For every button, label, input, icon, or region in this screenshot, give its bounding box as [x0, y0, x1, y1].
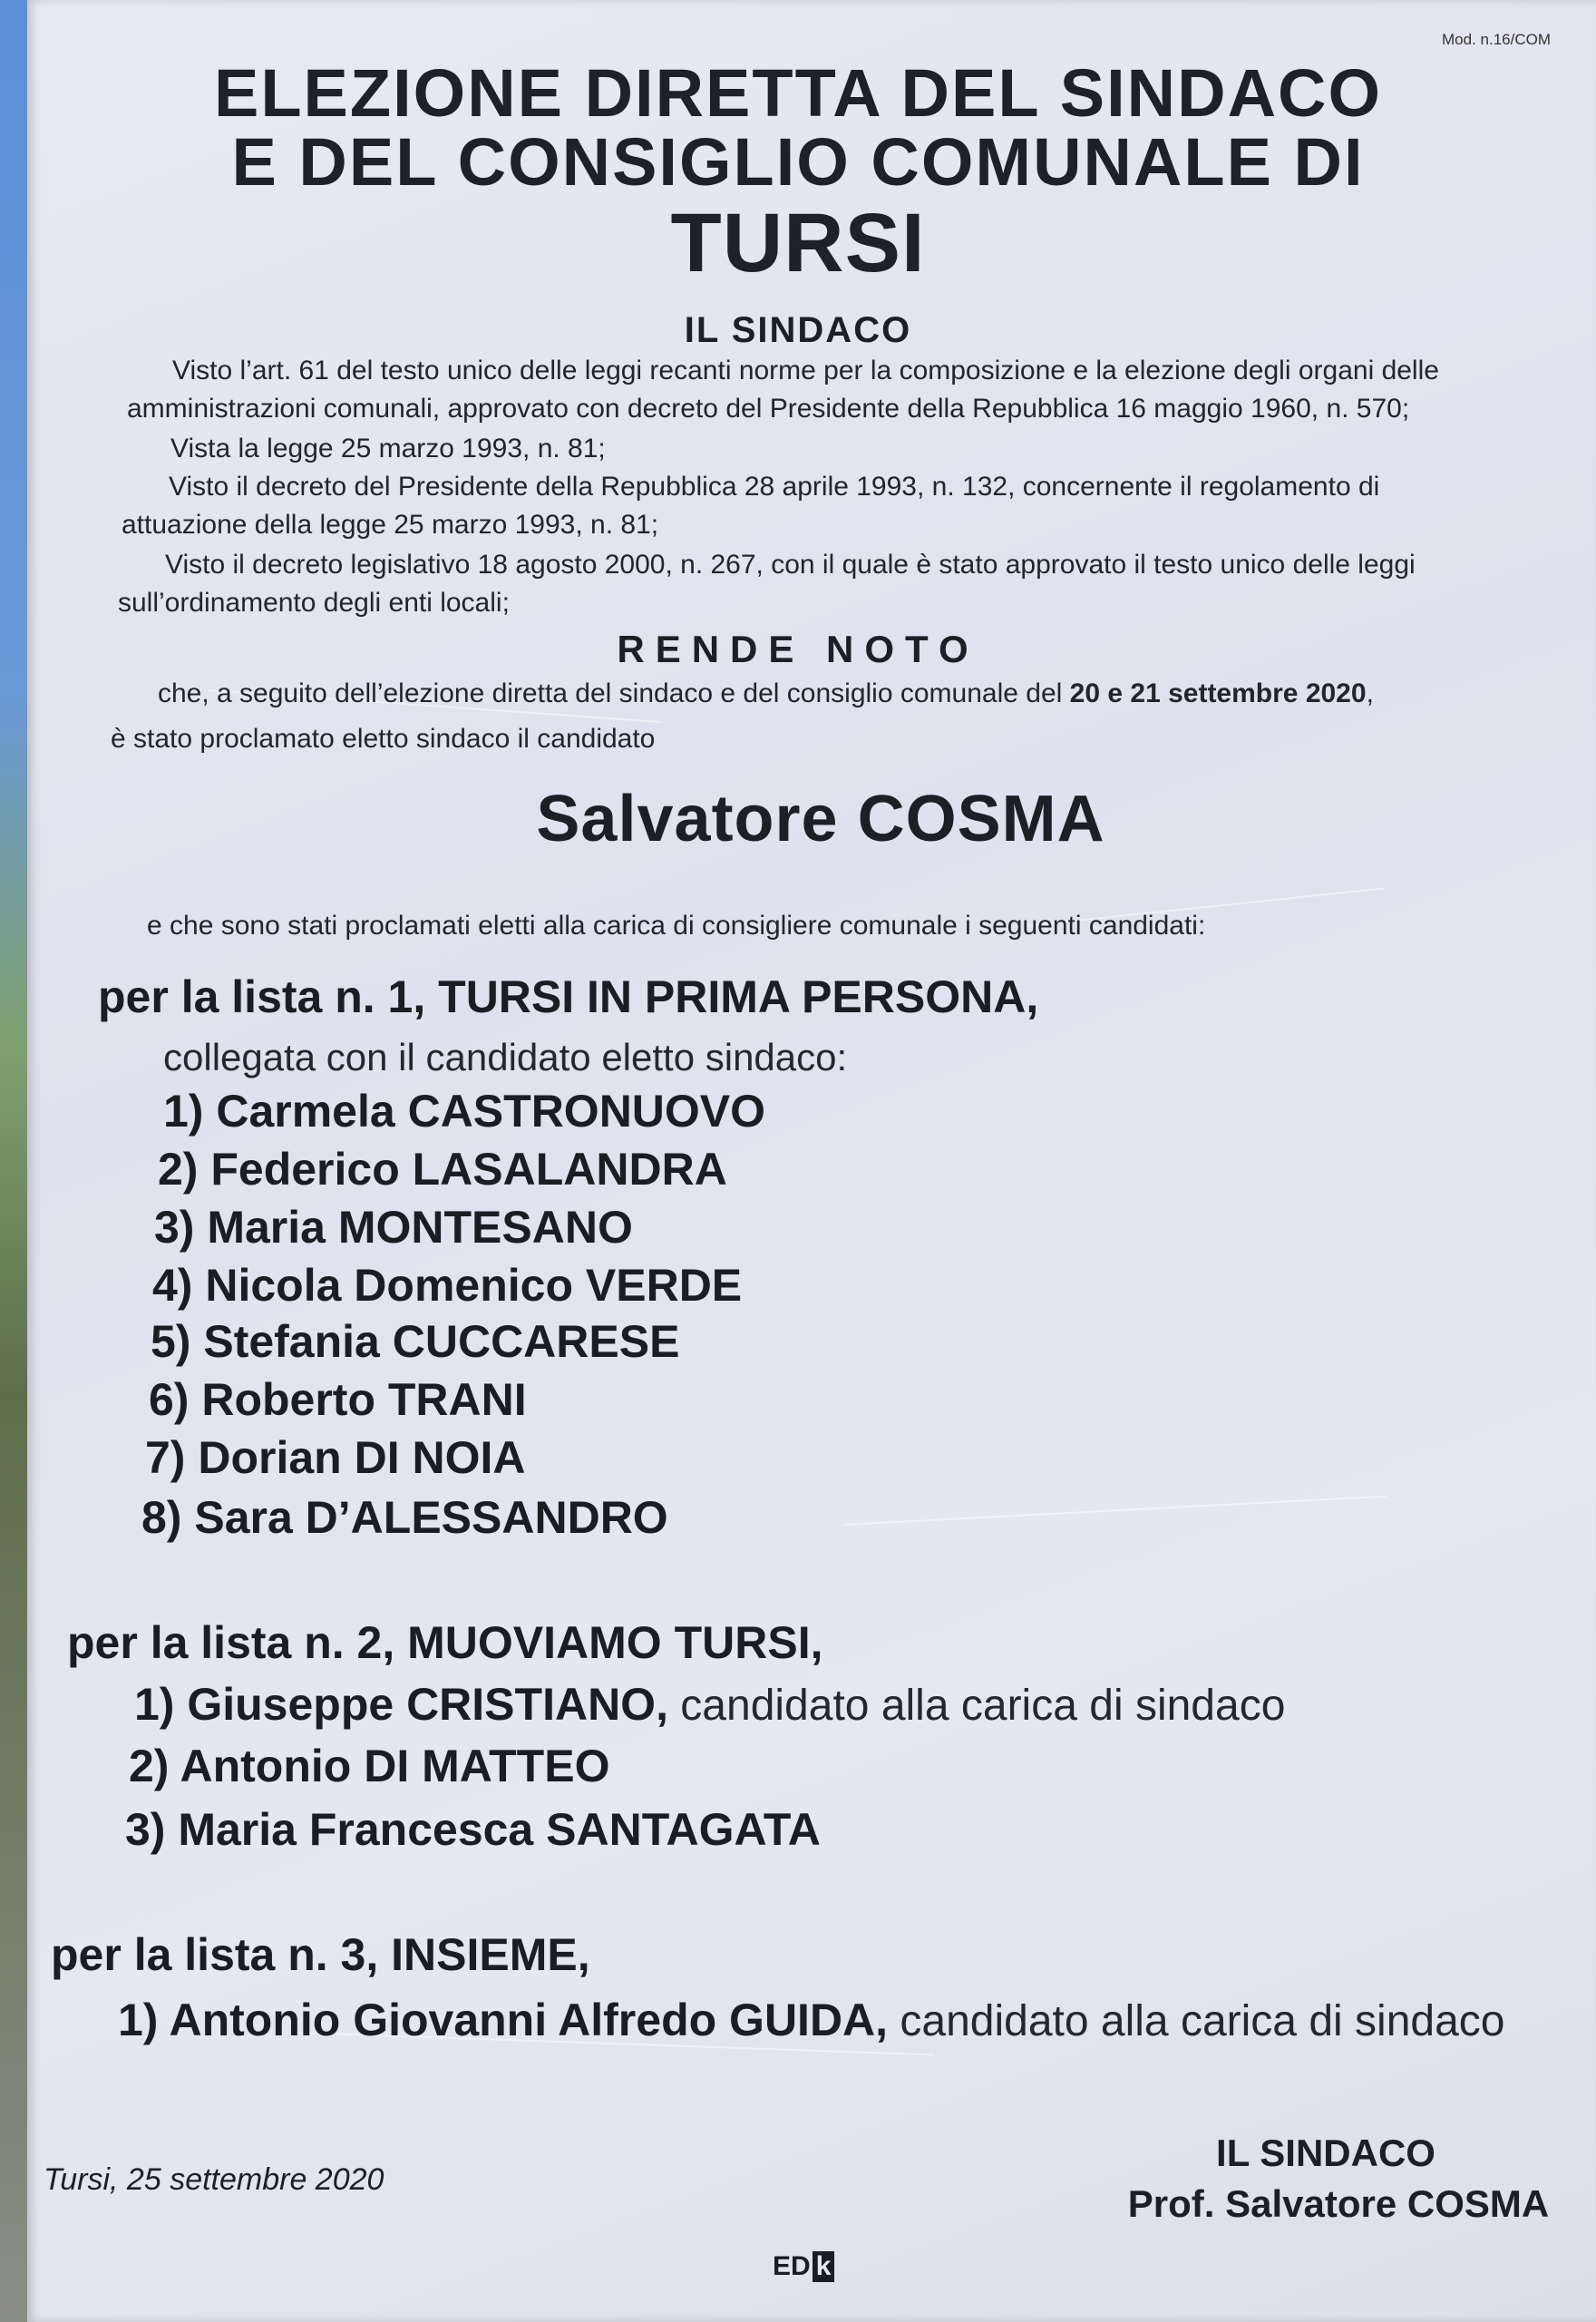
list-heading: per la lista n. 2, MUOVIAMO TURSI,	[67, 1617, 823, 1668]
town-name: TURSI	[670, 197, 926, 289]
announcement-line-2: è stato proclamato eletto sindaco il candidato	[111, 724, 656, 754]
preamble-line: attuazione della legge 25 marzo 1993, n. 81;	[122, 510, 659, 540]
signature-name: Prof. Salvatore COSMA	[1127, 2182, 1550, 2225]
councillor-note: candidato alla carica di sindaco	[667, 1682, 1286, 1730]
announcement-line-1	[158, 678, 1374, 709]
list-heading: per la lista n. 1, TURSI IN PRIMA PERSONA,	[98, 971, 1039, 1022]
councillors-intro: e che sono stati proclamati eletti alla carica di consigliere comunale i seguenti candidati:	[147, 911, 1206, 941]
councillor-entry	[118, 1994, 1504, 2046]
councillor-entry: 4) Nicola Domenico VERDE	[152, 1260, 743, 1311]
title-line-2: E DEL CONSIGLIO COMUNALE DI	[231, 124, 1365, 200]
printer-logo-text: ED	[773, 2251, 811, 2281]
councillor-entry: 5) Stefania CUCCARESE	[151, 1316, 680, 1367]
announcement-prefix: che, a seguito dell’elezione diretta del sindaco e del consiglio comunale del	[158, 678, 1070, 708]
councillor-entry: 3) Maria Francesca SANTAGATA	[125, 1804, 821, 1855]
preamble-line: Visto l’art. 61 del testo unico delle leggi recanti norme per la composizione e la elezione degli organi delle	[172, 356, 1439, 385]
councillor-entry: 2) Federico LASALANDRA	[158, 1144, 727, 1195]
preamble-line: Visto il decreto legislativo 18 agosto 2000, n. 267, con il quale è stato approvato il testo unico delle leggi	[165, 550, 1416, 580]
printer-logo-box: k	[813, 2251, 835, 2282]
preamble-line: amministrazioni comunali, approvato con decreto del Presidente della Repubblica 16 maggio 1960, n. 570;	[127, 394, 1410, 424]
councillor-name: 1) Giuseppe CRISTIANO,	[134, 1679, 668, 1730]
councillor-entry: 7) Dorian DI NOIA	[145, 1432, 526, 1483]
title-line-1: ELEZIONE DIRETTA DEL SINDACO	[213, 55, 1383, 131]
councillor-entry: 1) Carmela CASTRONUOVO	[163, 1086, 766, 1137]
preamble-line: Vista la legge 25 marzo 1993, n. 81;	[170, 434, 606, 463]
elected-mayor-name: Salvatore COSMA	[536, 783, 1105, 855]
preamble-line: sull’ordinamento degli enti locali;	[118, 588, 510, 618]
announcement-suffix: ,	[1366, 678, 1374, 708]
preamble-line: Visto il decreto del Presidente della Repubblica 28 aprile 1993, n. 132, concernente il regolamento di	[169, 472, 1380, 502]
signature-title: IL SINDACO	[1216, 2132, 1435, 2174]
councillor-entry: 8) Sara D’ALESSANDRO	[141, 1492, 668, 1543]
councillor-entry	[134, 1678, 1285, 1731]
councillor-entry: 6) Roberto TRANI	[149, 1374, 527, 1425]
rende-noto-heading: RENDE NOTO	[617, 628, 979, 670]
councillor-entry: 2) Antonio DI MATTEO	[129, 1741, 610, 1791]
councillor-entry: 3) Maria MONTESANO	[154, 1202, 633, 1253]
list-subheading: collegata con il candidato eletto sindaco:	[163, 1036, 848, 1078]
authority-heading: IL SINDACO	[684, 310, 912, 350]
list-heading: per la lista n. 3, INSIEME,	[51, 1929, 590, 1980]
printer-logo	[773, 2251, 834, 2282]
councillor-name: 1) Antonio Giovanni Alfredo GUIDA,	[118, 1995, 889, 2045]
councillor-note: candidato alla carica di sindaco	[888, 1997, 1505, 2045]
model-number: Mod. n.16/COM	[1442, 31, 1551, 48]
place-and-date: Tursi, 25 settembre 2020	[44, 2162, 384, 2197]
election-dates: 20 e 21 settembre 2020	[1069, 678, 1367, 708]
